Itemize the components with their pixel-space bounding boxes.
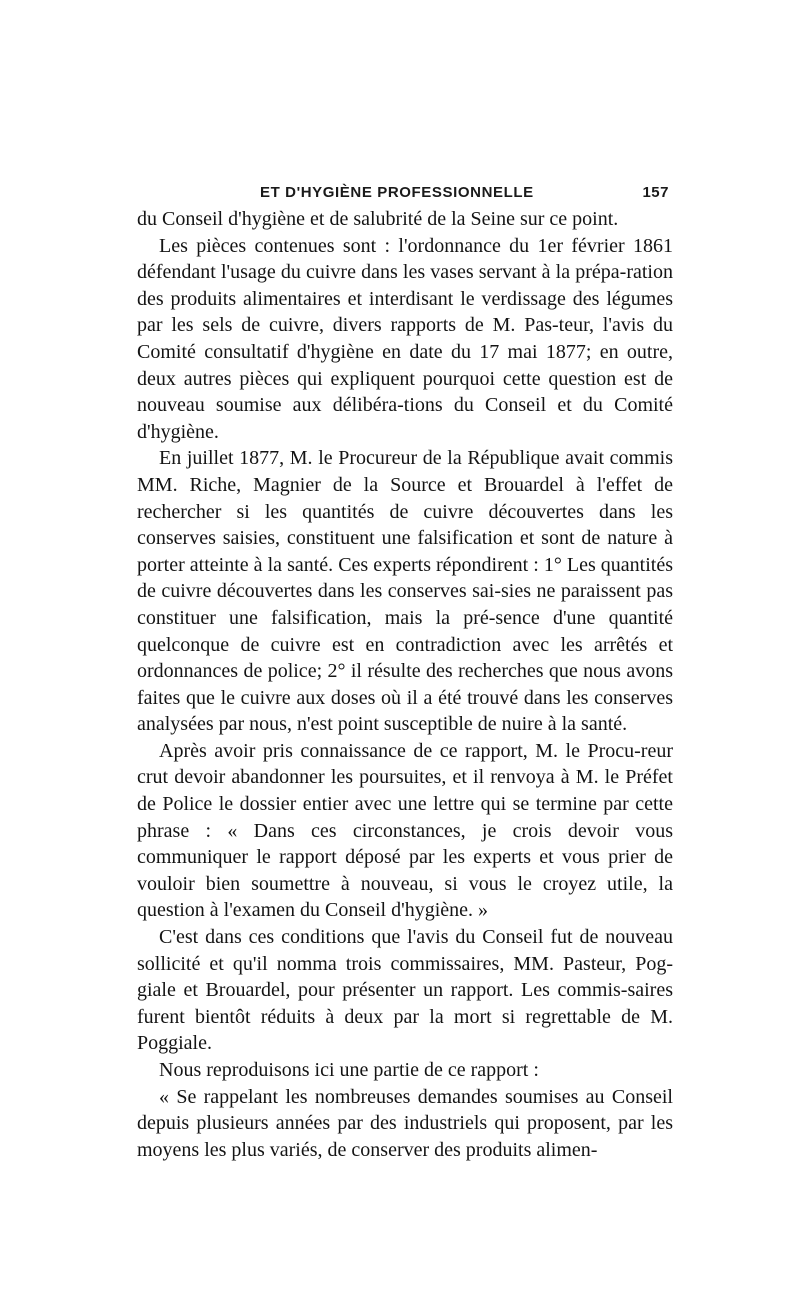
page-number: 157 bbox=[642, 184, 669, 201]
paragraph-continuation: du Conseil d'hygiène et de salubrité de la Seine sur ce point. bbox=[137, 208, 619, 230]
body-text bbox=[137, 206, 673, 1163]
page-header bbox=[137, 184, 673, 208]
paragraph-reproduisons: Nous reproduisons ici une partie de ce rapport : bbox=[159, 1059, 539, 1081]
paragraph-apres-avoir: Après avoir pris connaissance de ce rapport, M. le Procu-reur crut devoir abandonner les poursuites, et il renvoya à M. le Préfet de Police le dossier entier avec une lettre qui se termine par cette phrase : « Dans ces circonstances, je crois devoir vous communiquer le rapport déposé par les experts et vous prier de vouloir bien soumettre à nouveau, si vous le croyez utile, la question à l'examen du Conseil d'hygiène. » bbox=[137, 739, 673, 922]
paragraph-pieces-contenues: Les pièces contenues sont : l'ordonnance du 1er février 1861 défendant l'usage du cuivre dans les vases servant à la prépa-ration des produits alimentaires et interdisant le verdissage des légumes par les sels de cuivre, divers rapports de M. Pas-teur, l'avis du Comité consultatif d'hygiène en date du 17 mai 1877; en outre, deux autres pièces qui expliquent pourquoi cette question est de nouveau soumise aux délibéra-tions du Conseil et du Comité d'hygiène. bbox=[137, 234, 673, 443]
paragraph-conditions: C'est dans ces conditions que l'avis du Conseil fut de nouveau sollicité et qu'il nomma trois commissaires, MM. Pasteur, Pog-giale et Brouardel, pour présenter un rapport. Les commis-saires furent bientôt réduits à deux par la mort si regrettable de M. Poggiale. bbox=[137, 926, 673, 1055]
running-title: ET D'HYGIÈNE PROFESSIONNELLE bbox=[260, 184, 534, 201]
paragraph-rapport-quote: « Se rappelant les nombreuses demandes soumises au Conseil depuis plusieurs années par des industriels qui proposent, par les moyens les plus variés, de conserver des produits alimen- bbox=[137, 1085, 673, 1161]
paragraph-juillet-1877: En juillet 1877, M. le Procureur de la République avait commis MM. Riche, Magnier de la Source et Brouardel à l'effet de rechercher si les quantités de cuivre découvertes dans les conserves saisies, constituent une falsification et sont de nature à porter atteinte à la santé. Ces experts répondirent : 1° Les quantités de cuivre découvertes dans les conserves sai-sies ne paraissent pas constituer une falsification, mais la pré-sence d'une quantité quelconque de cuivre est en contradiction avec les arrêtés et ordonnances de police; 2° il résulte des recherches que nous avons faites que le cuivre aux doses où il a été trouvé dans les conserves analysées par nous, n'est point susceptible de nuire à la santé. bbox=[137, 447, 673, 736]
